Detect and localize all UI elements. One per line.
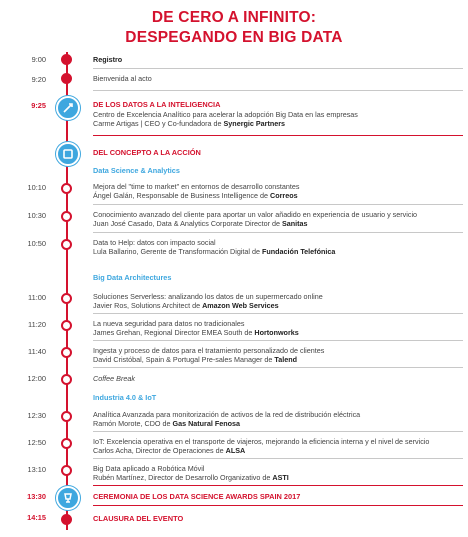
gear-icon	[56, 142, 80, 166]
timeline-line	[66, 52, 68, 530]
separator	[93, 68, 463, 69]
time-label: 13:10	[27, 465, 46, 474]
separator	[93, 135, 463, 136]
item-title: Ingesta y proceso de datos para el tratamiento personalizado de clientes	[93, 346, 325, 355]
separator	[93, 367, 463, 368]
time-label: 10:10	[27, 183, 46, 192]
item-title: Data to Help: datos con impacto social	[93, 238, 216, 247]
subsection-title: Big Data Architectures	[93, 273, 172, 282]
agenda-item	[93, 182, 463, 200]
separator	[93, 313, 463, 314]
item-title: La nueva seguridad para datos no tradicionales	[93, 319, 245, 328]
timeline-dot	[61, 514, 72, 525]
item-title: Conocimiento avanzado del cliente para aportar un valor añadido en experiencia de usuario y servicio	[93, 210, 418, 219]
subsection-title: Data Science & Analytics	[93, 166, 180, 175]
separator	[93, 90, 463, 91]
time-label: 9:00	[31, 55, 46, 64]
title-line-2: DESPEGANDO EN BIG DATA	[125, 29, 343, 46]
separator	[93, 232, 463, 233]
timeline-dot	[61, 211, 72, 222]
time-label: 11:20	[28, 320, 46, 329]
item-title: Mejora del "time to market" en entornos de desarrollo constantes	[93, 182, 300, 191]
item-speaker: Lula Ballarino, Gerente de Transformación Digital de Fundación Telefónica	[93, 247, 336, 257]
item-title: Analítica Avanzada para monitorización de activos de la red de distribución eléctrica	[93, 410, 361, 419]
subsection-title: Industria 4.0 & IoT	[93, 393, 157, 402]
item-title: Bienvenida al acto	[93, 74, 152, 83]
timeline-dot	[61, 465, 72, 476]
section-title: DEL CONCEPTO A LA ACCIÓN	[93, 148, 201, 157]
title-line-1: DE CERO A INFINITO:	[151, 9, 317, 26]
timeline-dot	[61, 438, 72, 449]
separator	[93, 458, 463, 459]
agenda-item	[93, 238, 463, 256]
agenda-item	[93, 110, 463, 128]
section-title: CLAUSURA DEL EVENTO	[93, 514, 184, 523]
timeline-dot	[61, 54, 72, 65]
item-title: IoT: Excelencia operativa en el transporte de viajeros, mejorando la eficiencia interna y el nivel de servicio	[93, 437, 430, 446]
item-speaker: Carlos Acha, Director de Operaciones de ALSA	[93, 446, 246, 456]
item-speaker: James Grehan, Regional Director EMEA South de Hortonworks	[93, 328, 299, 338]
item-title: Centro de Excelencia Analítico para acelerar la adopción Big Data en las empresas	[93, 110, 358, 119]
time-label: 11:40	[28, 347, 46, 356]
separator	[93, 340, 463, 341]
item-speaker: Ángel Galán, Responsable de Business Intelligence de Correos	[93, 191, 298, 201]
agenda-item	[93, 292, 463, 310]
timeline-dot	[61, 293, 72, 304]
separator	[93, 431, 463, 432]
time-label: 10:50	[27, 239, 46, 248]
item-title: Coffee Break	[93, 374, 135, 383]
timeline-dot	[61, 73, 72, 84]
timeline-dot	[61, 347, 72, 358]
time-label: 10:30	[27, 211, 46, 220]
time-label: 14:15	[27, 513, 46, 522]
timeline-dot	[61, 183, 72, 194]
separator	[93, 485, 463, 486]
agenda-item	[93, 346, 463, 364]
section-title: DE LOS DATOS A LA INTELIGENCIA	[93, 100, 221, 109]
separator	[93, 505, 463, 506]
time-label: 11:00	[28, 293, 46, 302]
rocket-icon	[56, 96, 80, 120]
timeline-dot	[61, 320, 72, 331]
item-speaker: Juan José Casado, Data & Analytics Corporate Director de Sanitas	[93, 219, 308, 229]
item-title: Soluciones Serverless: analizando los datos de un supermercado online	[93, 292, 323, 301]
agenda-item	[93, 410, 463, 428]
agenda-item	[93, 210, 463, 228]
timeline-dot	[61, 411, 72, 422]
item-title: Big Data aplicado a Robótica Móvil	[93, 464, 205, 473]
item-speaker: Rubén Martínez, Director de Desarrollo Organizativo de ASTI	[93, 473, 289, 483]
time-label: 12:50	[27, 438, 46, 447]
agenda-item	[93, 374, 463, 383]
time-label: 13:30	[27, 492, 46, 501]
agenda-item	[93, 437, 463, 455]
trophy-icon	[56, 486, 80, 510]
item-speaker: David Cristóbal, Spain & Portugal Pre-sales Manager de Talend	[93, 355, 298, 365]
agenda-item	[93, 464, 463, 482]
item-speaker: Carme Artigas | CEO y Co-fundadora de Synergic Partners	[93, 119, 286, 129]
time-label: 12:00	[27, 374, 46, 383]
timeline-dot	[61, 239, 72, 250]
agenda-item	[93, 55, 463, 64]
item-speaker: Javier Ros, Solutions Architect de Amazon Web Services	[93, 301, 279, 311]
time-label: 12:30	[27, 411, 46, 420]
item-title: Registro	[93, 55, 123, 64]
separator	[93, 204, 463, 205]
agenda-item	[93, 319, 463, 337]
time-label: 9:25	[31, 101, 46, 110]
section-title: CEREMONIA DE LOS DATA SCIENCE AWARDS SPAIN 2017	[93, 492, 301, 501]
timeline-dot	[61, 374, 72, 385]
item-speaker: Ramón Morote, CDO de Gas Natural Fenosa	[93, 419, 241, 429]
agenda-item	[93, 74, 463, 83]
time-label: 9:20	[31, 75, 46, 84]
